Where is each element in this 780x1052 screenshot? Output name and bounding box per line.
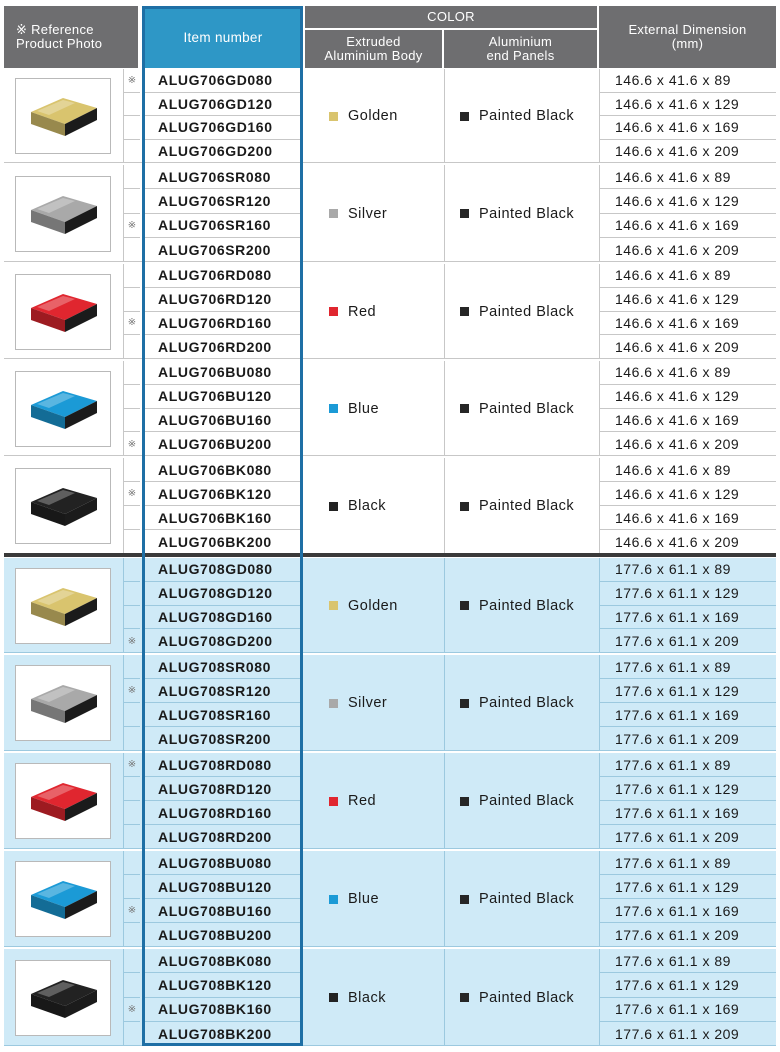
item-number: ALUG706SR200 xyxy=(158,241,272,258)
note-mark-cell xyxy=(123,973,140,997)
item-number: ALUG706SR120 xyxy=(145,189,302,213)
dimension-value: 177.6 x 61.1 x 209 xyxy=(599,1022,776,1046)
body-color-cell xyxy=(305,949,442,1046)
dimension-value: 146.6 x 41.6 x 209 xyxy=(599,238,776,262)
silver-enclosure-photo xyxy=(23,673,103,733)
dimension-value: 177.6 x 61.1 x 209 xyxy=(599,825,776,849)
item-number: ALUG706BK120 xyxy=(145,482,302,506)
item-number: ALUG708GD120 xyxy=(145,582,302,606)
note-mark: ※ xyxy=(127,219,137,231)
note-mark: ※ xyxy=(127,74,137,86)
item-number: ALUG708RD080 xyxy=(145,753,302,777)
dimension-value: 177.6 x 61.1 x 169 xyxy=(599,703,776,727)
panel-swatch xyxy=(460,797,469,806)
dimension-value: 146.6 x 41.6 x 129 xyxy=(599,189,776,213)
note-mark-cell xyxy=(123,998,140,1022)
note-mark: ※ xyxy=(127,1003,137,1015)
item-number: ALUG706BK160 xyxy=(145,506,302,530)
body-color-cell xyxy=(305,851,442,947)
golden-enclosure-photo xyxy=(23,86,103,146)
dimension-value: 146.6 x 41.6 x 209 xyxy=(599,140,776,164)
color-swatch xyxy=(329,699,338,708)
panel-swatch xyxy=(460,209,469,218)
body-color-label: Black xyxy=(348,498,386,514)
dimension-value: 146.6 x 41.6 x 169 xyxy=(599,116,776,140)
end-panel-cell xyxy=(444,655,597,751)
note-mark-cell xyxy=(123,629,140,653)
dimension-value: 146.6 x 41.6 x 169 xyxy=(599,312,776,336)
note-mark-cell xyxy=(123,361,140,385)
item-number: ALUG706GD120 xyxy=(145,93,302,117)
product-group xyxy=(4,69,776,163)
header-photo xyxy=(4,6,138,68)
photo-frame xyxy=(15,468,111,544)
dimension-value: 146.6 x 41.6 x 89 xyxy=(599,264,776,288)
dimension-value: 177.6 x 61.1 x 209 xyxy=(599,923,776,947)
color-swatch xyxy=(329,993,338,1002)
dimension-value: 177.6 x 61.1 x 169 xyxy=(599,606,776,630)
body-color-cell xyxy=(305,361,442,456)
body-color-label: Red xyxy=(348,303,377,320)
item-number: ALUG706BU160 xyxy=(145,409,302,433)
note-mark-cell xyxy=(123,238,140,262)
end-panel-cell xyxy=(444,361,597,456)
item-number: ALUG708BK200 xyxy=(158,1025,272,1042)
note-mark-cell xyxy=(123,93,140,117)
note-mark-cell xyxy=(123,312,140,336)
item-number: ALUG706SR080 xyxy=(145,165,302,189)
end-panel-label: Painted Black xyxy=(479,400,575,417)
end-panel-label: Painted Black xyxy=(479,597,575,614)
photo-frame xyxy=(15,665,111,741)
item-number: ALUG706SR160 xyxy=(145,214,302,238)
body-color-label: Golden xyxy=(348,597,398,614)
end-panel-label: Painted Black xyxy=(479,695,575,711)
dimension-value: 146.6 x 41.6 x 169 xyxy=(599,214,776,238)
note-mark: ※ xyxy=(127,438,137,450)
body-color-cell xyxy=(305,458,442,554)
item-number: ALUG708BU080 xyxy=(145,851,302,875)
panel-swatch xyxy=(460,895,469,904)
end-panel-cell xyxy=(444,851,597,947)
product-group xyxy=(4,361,776,456)
item-number: ALUG708GD160 xyxy=(145,606,302,630)
dimension-value: 177.6 x 61.1 x 89 xyxy=(599,753,776,777)
dimension-value: 177.6 x 61.1 x 209 xyxy=(599,727,776,751)
body-color-label: Blue xyxy=(348,891,380,907)
note-mark-cell xyxy=(123,923,140,947)
body-color-label: Silver xyxy=(348,205,388,222)
dimension-value: 177.6 x 61.1 x 89 xyxy=(599,558,776,582)
note-mark-cell xyxy=(123,506,140,530)
item-number: ALUG708SR120 xyxy=(145,679,302,703)
item-number: ALUG706RD160 xyxy=(145,312,302,336)
body-color-cell xyxy=(305,69,442,163)
dimension-value: 146.6 x 41.6 x 129 xyxy=(599,385,776,409)
item-number: ALUG708RD160 xyxy=(145,801,302,825)
dimension-value: 146.6 x 41.6 x 169 xyxy=(599,506,776,530)
body-color-label: Golden xyxy=(348,108,398,124)
silver-enclosure-photo xyxy=(23,184,103,244)
item-number: ALUG706GD200 xyxy=(158,143,273,160)
dimension-value: 146.6 x 41.6 x 169 xyxy=(599,409,776,433)
dimension-value: 177.6 x 61.1 x 129 xyxy=(599,875,776,899)
photo-frame xyxy=(15,861,111,937)
header-item-number xyxy=(144,6,302,68)
note-mark-cell xyxy=(123,558,140,582)
item-number: ALUG706RD200 xyxy=(158,339,272,356)
item-number: ALUG706BU080 xyxy=(145,361,302,385)
note-mark-cell xyxy=(123,777,140,801)
note-mark-cell xyxy=(123,825,140,849)
body-color-label: Red xyxy=(348,793,377,809)
header-body-label: Extruded Aluminium Body xyxy=(324,34,423,63)
header-dimension xyxy=(599,6,776,68)
end-panel-label: Painted Black xyxy=(479,989,575,1006)
dimension-value: 146.6 x 41.6 x 89 xyxy=(599,165,776,189)
dimension-value: 177.6 x 61.1 x 129 xyxy=(599,777,776,801)
end-panel-label: Painted Black xyxy=(479,303,575,320)
item-number: ALUG708BK160 xyxy=(145,998,302,1022)
panel-swatch xyxy=(460,404,469,413)
note-mark-cell xyxy=(123,335,140,359)
color-swatch xyxy=(329,601,338,610)
dimension-value: 146.6 x 41.6 x 209 xyxy=(599,335,776,359)
item-number: ALUG708SR160 xyxy=(145,703,302,727)
product-group xyxy=(4,753,776,849)
red-enclosure-photo xyxy=(23,282,103,342)
color-swatch xyxy=(329,797,338,806)
body-color-label: Silver xyxy=(348,695,388,711)
item-number: ALUG708GD080 xyxy=(145,558,302,582)
product-group xyxy=(4,851,776,947)
photo-frame xyxy=(15,78,111,154)
item-number: ALUG708BU160 xyxy=(145,899,302,923)
item-number: ALUG706GD160 xyxy=(145,116,302,140)
dimension-value: 146.6 x 41.6 x 129 xyxy=(599,482,776,506)
color-swatch xyxy=(329,502,338,511)
note-mark-cell xyxy=(123,288,140,312)
note-mark-cell xyxy=(123,116,140,140)
photo-frame xyxy=(15,568,111,644)
dimension-value: 177.6 x 61.1 x 129 xyxy=(599,582,776,606)
end-panel-label: Painted Black xyxy=(479,891,575,907)
body-color-cell xyxy=(305,558,442,653)
note-mark-cell xyxy=(123,875,140,899)
note-mark: ※ xyxy=(127,759,137,770)
note-mark-cell xyxy=(123,606,140,630)
header-photo-label: ※ Reference Product Photo xyxy=(16,22,103,51)
body-color-label: Black xyxy=(348,989,386,1006)
body-color-cell xyxy=(305,264,442,359)
golden-enclosure-photo xyxy=(23,576,103,636)
body-color-cell xyxy=(305,655,442,751)
body-color-cell xyxy=(305,165,442,262)
note-mark-cell xyxy=(123,899,140,923)
note-mark-cell xyxy=(123,801,140,825)
black-enclosure-photo xyxy=(23,476,103,536)
panel-swatch xyxy=(460,307,469,316)
dimension-value: 177.6 x 61.1 x 89 xyxy=(599,655,776,679)
item-number: ALUG708BU200 xyxy=(158,927,272,943)
header-panels-label: Aluminium end Panels xyxy=(486,34,555,63)
note-mark-cell xyxy=(123,679,140,703)
note-mark-cell xyxy=(123,189,140,213)
dimension-value: 146.6 x 41.6 x 89 xyxy=(599,458,776,482)
note-mark-cell xyxy=(123,1022,140,1046)
note-mark: ※ xyxy=(127,488,137,499)
item-number: ALUG706BK200 xyxy=(158,534,272,550)
dimension-value: 146.6 x 41.6 x 129 xyxy=(599,93,776,117)
dimension-value: 177.6 x 61.1 x 169 xyxy=(599,998,776,1022)
dimension-value: 177.6 x 61.1 x 129 xyxy=(599,679,776,703)
note-mark-cell xyxy=(123,727,140,751)
end-panel-cell xyxy=(444,949,597,1046)
end-panel-cell xyxy=(444,69,597,163)
note-mark-cell xyxy=(123,385,140,409)
blue-enclosure-photo xyxy=(23,379,103,439)
note-mark-cell xyxy=(123,432,140,456)
photo-frame xyxy=(15,763,111,839)
item-number: ALUG706BU120 xyxy=(145,385,302,409)
item-number: ALUG708BK120 xyxy=(145,973,302,997)
note-mark-cell xyxy=(123,655,140,679)
dimension-value: 146.6 x 41.6 x 209 xyxy=(599,530,776,554)
dimension-value: 177.6 x 61.1 x 89 xyxy=(599,851,776,875)
note-mark-cell xyxy=(123,482,140,506)
end-panel-label: Painted Black xyxy=(479,205,575,222)
section-divider xyxy=(4,553,776,557)
note-mark: ※ xyxy=(127,317,137,329)
item-number: ALUG706RD080 xyxy=(145,264,302,288)
dimension-value: 177.6 x 61.1 x 89 xyxy=(599,949,776,973)
dimension-value: 177.6 x 61.1 x 169 xyxy=(599,801,776,825)
panel-swatch xyxy=(460,601,469,610)
end-panel-cell xyxy=(444,753,597,849)
end-panel-cell xyxy=(444,165,597,262)
dimension-value: 146.6 x 41.6 x 89 xyxy=(599,361,776,385)
dimension-value: 177.6 x 61.1 x 209 xyxy=(599,629,776,653)
dimension-value: 177.6 x 61.1 x 129 xyxy=(599,973,776,997)
color-swatch xyxy=(329,209,338,218)
end-panel-label: Painted Black xyxy=(479,498,575,514)
photo-frame xyxy=(15,960,111,1036)
end-panel-cell xyxy=(444,558,597,653)
header-color-label: COLOR xyxy=(427,9,475,24)
photo-frame xyxy=(15,371,111,447)
blue-enclosure-photo xyxy=(23,869,103,929)
item-number: ALUG708GD200 xyxy=(158,633,273,650)
end-panel-cell xyxy=(444,264,597,359)
note-mark-cell xyxy=(123,69,140,93)
header-panels xyxy=(444,30,597,68)
product-group xyxy=(4,458,776,554)
note-mark: ※ xyxy=(127,905,137,916)
note-mark-cell xyxy=(123,214,140,238)
item-number: ALUG708BK080 xyxy=(145,949,302,973)
note-mark-cell xyxy=(123,949,140,973)
header-color xyxy=(305,6,597,28)
note-mark-cell xyxy=(123,264,140,288)
header-dimension-label: External Dimension (mm) xyxy=(628,22,747,51)
note-mark-cell xyxy=(123,582,140,606)
dimension-value: 146.6 x 41.6 x 209 xyxy=(599,432,776,456)
note-mark: ※ xyxy=(127,635,137,647)
item-number: ALUG706BU200 xyxy=(158,436,272,453)
item-number: ALUG708SR080 xyxy=(145,655,302,679)
item-number: ALUG708BU120 xyxy=(145,875,302,899)
note-mark-cell xyxy=(123,703,140,727)
note-mark-cell xyxy=(123,458,140,482)
header-body xyxy=(305,30,442,68)
end-panel-label: Painted Black xyxy=(479,108,575,124)
note-mark-cell xyxy=(123,851,140,875)
color-swatch xyxy=(329,895,338,904)
note-mark-cell xyxy=(123,409,140,433)
note-mark-cell xyxy=(123,165,140,189)
color-swatch xyxy=(329,307,338,316)
dimension-value: 146.6 x 41.6 x 129 xyxy=(599,288,776,312)
product-group xyxy=(4,655,776,751)
item-number: ALUG708SR200 xyxy=(158,731,272,747)
panel-swatch xyxy=(460,112,469,121)
product-group xyxy=(4,558,776,653)
item-number: ALUG706RD120 xyxy=(145,288,302,312)
item-number: ALUG708RD200 xyxy=(158,829,272,845)
note-mark: ※ xyxy=(127,685,137,696)
item-number: ALUG708RD120 xyxy=(145,777,302,801)
note-mark-cell xyxy=(123,753,140,777)
dimension-value: 177.6 x 61.1 x 169 xyxy=(599,899,776,923)
photo-frame xyxy=(15,274,111,350)
body-color-label: Blue xyxy=(348,400,380,417)
product-group xyxy=(4,264,776,359)
product-group xyxy=(4,165,776,262)
black-enclosure-photo xyxy=(23,968,103,1028)
end-panel-cell xyxy=(444,458,597,554)
item-number: ALUG706GD080 xyxy=(145,69,302,93)
panel-swatch xyxy=(460,993,469,1002)
dimension-value: 146.6 x 41.6 x 89 xyxy=(599,69,776,93)
header-item-label: Item number xyxy=(183,29,263,45)
red-enclosure-photo xyxy=(23,771,103,831)
product-group xyxy=(4,949,776,1046)
note-mark-cell xyxy=(123,140,140,164)
item-number: ALUG706BK080 xyxy=(145,458,302,482)
end-panel-label: Painted Black xyxy=(479,793,575,809)
photo-frame xyxy=(15,176,111,252)
panel-swatch xyxy=(460,502,469,511)
note-mark-cell xyxy=(123,530,140,554)
body-color-cell xyxy=(305,753,442,849)
panel-swatch xyxy=(460,699,469,708)
color-swatch xyxy=(329,404,338,413)
color-swatch xyxy=(329,112,338,121)
